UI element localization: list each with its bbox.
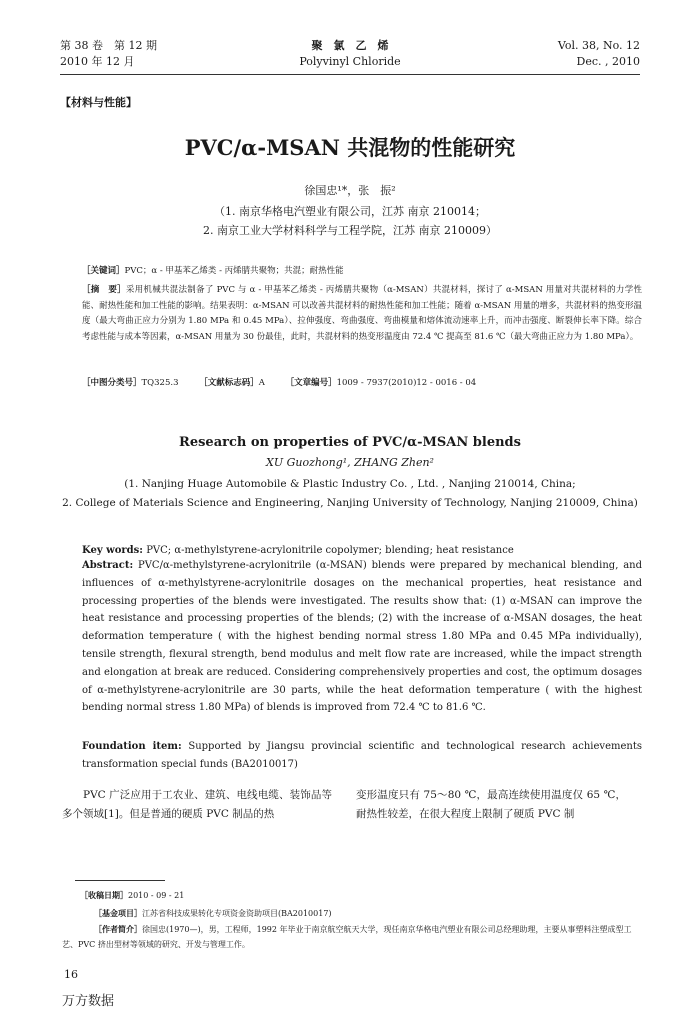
footnote-author (62, 922, 640, 952)
footnote-received (80, 888, 640, 903)
abstract-cn-text: 采用机械共混法制备了 PVC 与 α - 甲基苯乙烯类 - 丙烯腈共聚物（α-MSAN）共混材料，探讨了 α-MSAN 用量对共混材料的力学性能、耐热性能和加工性能的影响。结果表明：α-MSAN 可以改善共混材料的耐热性能和加工性能；随着 α-MSAN 用量的增多，共混材料的热变形温度（最大弯曲正应力分别为 1.80 MPa 和 0.45 MPa）、拉伸强度、弯曲强度、弯曲模量和熔体流动速率上升，而冲击强度、断裂伸长率下降。综合考虑性能与成本等因素，α-MSAN 用量为 30 份最佳，此时，共混材料的热变形温度由 72.4 ℃ 提高至 81.6 ℃（最大弯曲正应力为 1.80 MPa）。 (82, 285, 642, 342)
paper-title-en: Research on properties of PVC/α-MSAN blends (179, 435, 521, 450)
body-column-left: PVC 广泛应用于工农业、建筑、电线电缆、装饰品等多个领域[1]。但是普通的硬质 PVC 制品的热 (62, 789, 332, 820)
journal-name-en: Polyvinyl Chloride (299, 55, 401, 68)
doc-code-label: ［文献标志码］ (199, 378, 259, 388)
date-en: Dec. , 2010 (576, 55, 640, 68)
received-label: ［收稿日期］ (80, 890, 128, 900)
affiliation-en-1: (1. Nanjing Huage Automobile & Plastic Industry Co. , Ltd. , Nanjing 210014, China; (124, 478, 576, 490)
received-date: 2010 - 09 - 21 (128, 891, 185, 900)
clc-label: ［中图分类号］ (82, 378, 142, 388)
paper-title-cn: PVC/α-MSAN 共混物的性能研究 (184, 135, 516, 160)
volume-issue-cn: 第 38 卷 第 12 期 (60, 39, 157, 52)
fund-text: 江苏省科技成果转化专项资金资助项目(BA2010017) (142, 909, 332, 918)
article-no: 1009 - 7937(2010)12 - 0016 - 04 (336, 378, 477, 388)
volume-issue-en: Vol. 38, No. 12 (557, 39, 640, 52)
footnote-rule (75, 880, 165, 881)
fund-label: ［基金项目］ (94, 908, 142, 918)
clc-code: TQ325.3 (141, 378, 179, 388)
keywords-en-text: PVC; α-methylstyrene-acrylonitrile copolymer; blending; heat resistance (146, 545, 514, 556)
authors-en: XU Guozhong¹, ZHANG Zhen² (266, 456, 434, 469)
body-column-right: 变形温度只有 75～80 ℃，最高连续使用温度仅 65 ℃，耐热性较差，在很大程度上限制了硬质 PVC 制 (356, 789, 626, 820)
author-bio-label: ［作者简介］ (94, 924, 142, 934)
footnote-fund (94, 906, 640, 921)
author-bio-text: 徐国忠(1970—)，男，工程师，1992 年毕业于南京航空航天大学，现任南京华格电汽塑业有限公司总经理助理，主要从事塑料注塑成型工艺、PVC 挤出型材等领域的研究、开发与管理工作。 (62, 925, 632, 949)
affiliation-cn-2: 2. 南京工业大学材料科学与工程学院，江苏 南京 210009） (203, 224, 497, 237)
section-tag: 【材料与性能】 (60, 96, 137, 109)
abstract-en-label: Abstract: (82, 560, 134, 571)
doc-code: A (258, 378, 265, 388)
journal-name (60, 38, 640, 70)
keywords-cn-label: ［关键词］ (82, 266, 125, 276)
page-number: 16 (64, 968, 78, 981)
abstract-cn (82, 283, 642, 345)
article-no-label: ［文章编号］ (285, 378, 337, 388)
journal-name-cn: 聚 氯 乙 烯 (311, 39, 389, 52)
keywords-en-label: Key words: (82, 545, 143, 556)
keywords-cn (82, 264, 642, 279)
affiliation-en-2: 2. College of Materials Science and Engineering, Nanjing University of Technology, Nanjing 210009, China) (62, 497, 638, 509)
classification-line (82, 376, 642, 391)
authors-cn: 徐国忠¹*，张 振² (304, 184, 396, 197)
abstract-cn-label: ［摘 要］ (82, 285, 126, 295)
abstract-en (82, 557, 642, 717)
foundation-text: Supported by Jiangsu provincial scientific and technological research achievements transformation special funds (BA2010017) (82, 741, 642, 770)
foundation-label: Foundation item: (82, 741, 182, 752)
header-rule (60, 74, 640, 75)
keywords-cn-text: PVC；α - 甲基苯乙烯类 - 丙烯腈共聚物；共混；耐热性能 (124, 266, 344, 276)
foundation-item (82, 738, 642, 774)
journal-issue-en (558, 38, 640, 70)
watermark: 万方数据 (62, 994, 115, 1009)
affiliation-cn-1: （1. 南京华格电汽塑业有限公司，江苏 南京 210014； (214, 205, 486, 218)
running-header (60, 38, 640, 72)
abstract-en-text: PVC/α-methylstyrene-acrylonitrile (α-MSAN) blends were prepared by mechanical blending, and influences of α-methylstyrene-acrylonitrile dosages on the mechanical properties, heat resistance and processing properties of the blends were investigated. The results show that: (1) α-MSAN can improve the heat resistance and processing properties of the blends; (2) with the increase of α-MSAN dosages, the heat deformation temperature ( with the highest bending normal stress 1.80 MPa and 0.45 MPa individually), tensile strength, flexural strength, bend modulus and melt flow rate are increased, while the impact strength and elongation at break are reduced. Considering comprehensively properties and cost, the optimum dosages of α-methylstyrene-acrylonitrile are 30 parts, while the heat deformation temperature ( with the highest bending normal stress 1.80 MPa) of blends is improved from 72.4 ℃ to 81.6 ℃. (82, 560, 642, 714)
date-cn: 2010 年 12 月 (60, 55, 135, 68)
